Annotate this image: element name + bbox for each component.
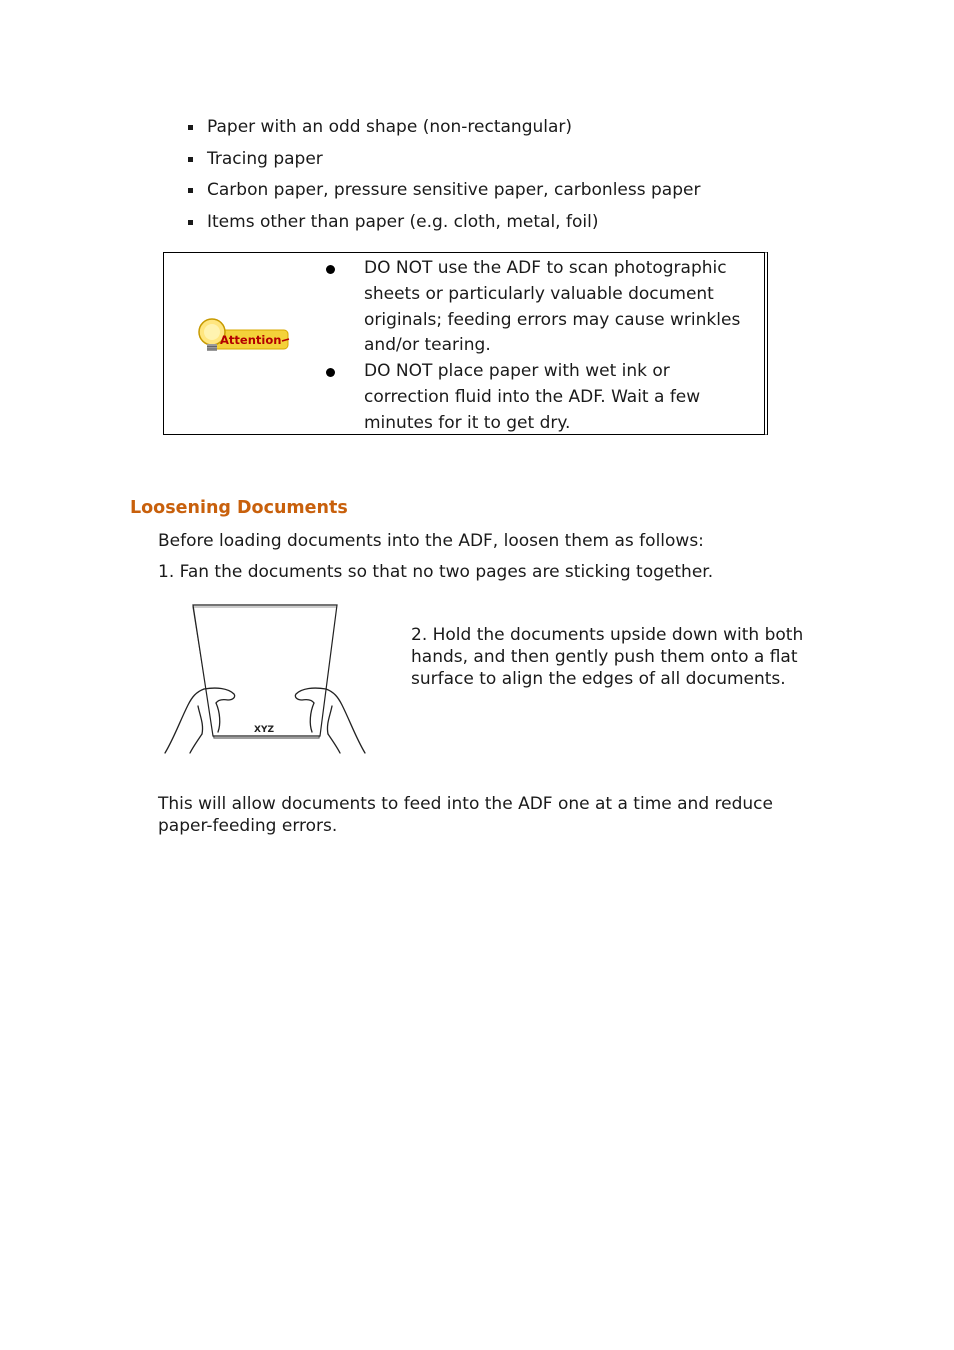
square-bullet-icon (188, 188, 193, 193)
intro-text: Before loading documents into the ADF, loosen them as follows: (158, 531, 704, 551)
attention-note (326, 359, 746, 436)
square-bullet-icon (188, 220, 193, 225)
attention-box (163, 252, 768, 435)
hands-holding-paper-illustration (160, 598, 370, 758)
square-bullet-icon (188, 125, 193, 130)
round-bullet-icon (326, 265, 335, 274)
attention-notes (326, 256, 746, 437)
list-item-text: Paper with an odd shape (non-rectangular) (207, 117, 573, 137)
list-item-text: Carbon paper, pressure sensitive paper, carbonless paper (207, 180, 701, 200)
list-item (186, 177, 700, 209)
attention-note-text: DO NOT use the ADF to scan photographic sheets or particularly valuable document originals; feeding errors may cause wrinkles and/or tearing. (364, 258, 741, 356)
square-bullet-icon (188, 157, 193, 162)
attention-icon (196, 315, 292, 357)
paper-label: XYZ (254, 725, 274, 735)
attention-icon-label: Attention (220, 333, 282, 347)
excluded-items-list (186, 114, 700, 240)
attention-note (326, 256, 746, 359)
list-item (186, 114, 700, 146)
list-item-text: Tracing paper (207, 148, 323, 169)
step-1-text: 1. Fan the documents so that no two pages are sticking together. (158, 562, 714, 582)
section-heading: Loosening Documents (130, 498, 348, 518)
list-item (186, 146, 700, 178)
closing-text: This will allow documents to feed into the ADF one at a time and reduce paper-feeding errors. (158, 794, 773, 836)
round-bullet-icon (326, 368, 335, 377)
list-item (186, 209, 700, 241)
list-item-text: Items other than paper (e.g. cloth, metal, foil) (207, 211, 599, 232)
step-2-text: 2. Hold the documents upside down with both hands, and then gently push them onto a flat surface to align the edges of all documents. (411, 625, 804, 689)
attention-note-text: DO NOT place paper with wet ink or correction fluid into the ADF. Wait a few minutes for it to get dry. (364, 361, 701, 433)
